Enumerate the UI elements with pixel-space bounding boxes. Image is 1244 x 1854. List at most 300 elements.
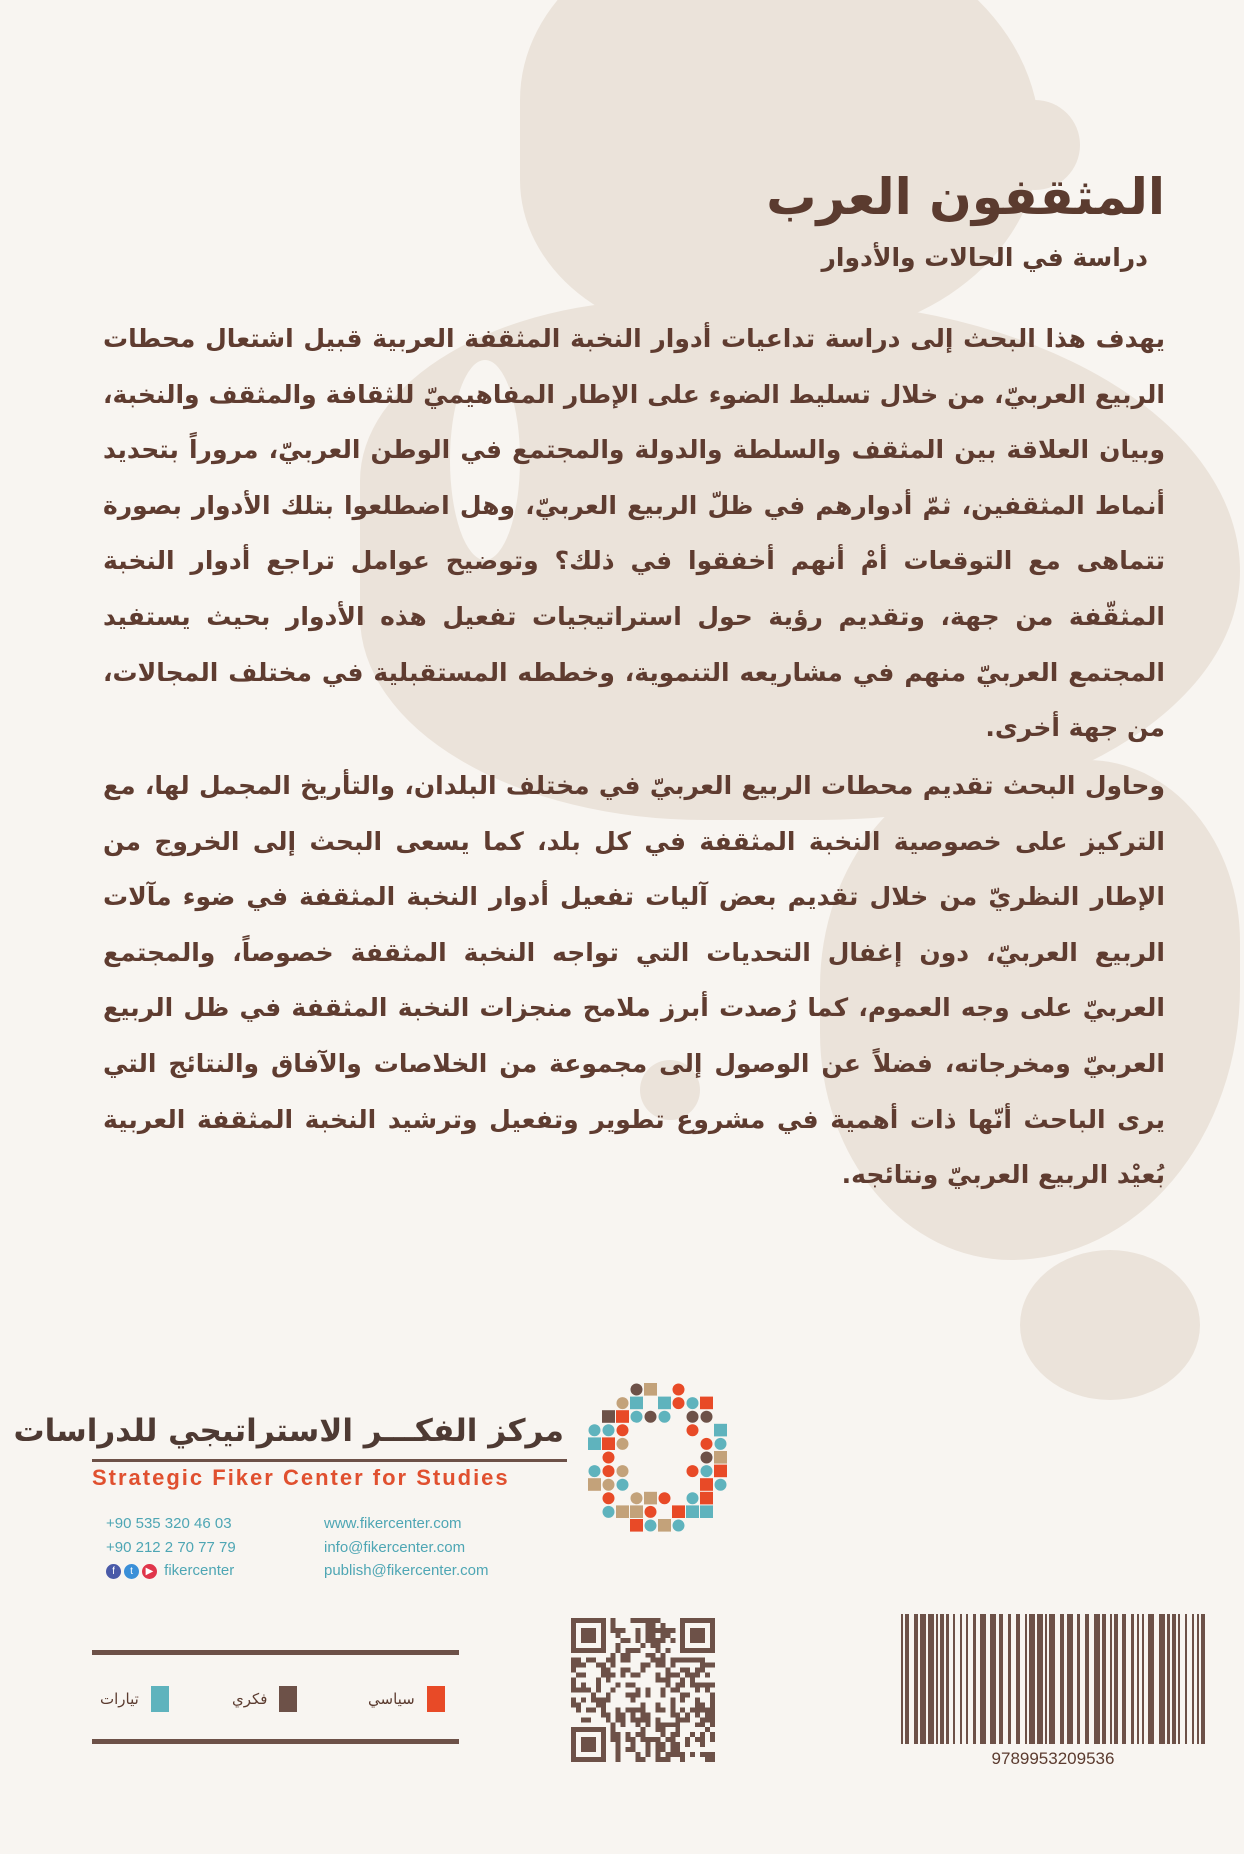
qr-module — [571, 1663, 576, 1668]
qr-module — [645, 1688, 650, 1693]
qr-module — [655, 1673, 660, 1678]
logo-dot — [603, 1506, 615, 1518]
qr-module — [591, 1697, 596, 1702]
logo-tile — [700, 1492, 713, 1505]
qr-module — [650, 1623, 655, 1628]
logo-dot — [715, 1479, 727, 1491]
qr-module — [675, 1688, 680, 1693]
qr-module — [700, 1717, 705, 1722]
qr-module — [621, 1712, 626, 1717]
publisher-name-english: Strategic Fiker Center for Studies — [92, 1465, 510, 1490]
publisher-divider — [92, 1459, 567, 1462]
qr-module — [700, 1742, 705, 1747]
qr-module — [710, 1702, 715, 1707]
qr-module — [581, 1697, 586, 1702]
qr-module — [576, 1707, 581, 1712]
qr-module — [655, 1628, 660, 1633]
qr-module — [695, 1737, 700, 1742]
qr-module — [606, 1717, 611, 1722]
qr-module — [700, 1663, 705, 1668]
qr-module — [616, 1742, 621, 1747]
qr-module — [690, 1732, 695, 1737]
qr-module — [571, 1658, 576, 1663]
qr-module — [636, 1732, 641, 1737]
qr-module — [596, 1663, 601, 1668]
logo-tile — [630, 1397, 643, 1410]
qr-module — [675, 1722, 680, 1727]
logo-dot — [715, 1438, 727, 1450]
qr-module — [695, 1683, 700, 1688]
qr-module — [685, 1742, 690, 1747]
barcode-bar — [914, 1614, 918, 1744]
logo-dot — [645, 1520, 657, 1532]
qr-module — [631, 1683, 636, 1688]
qr-module — [631, 1648, 636, 1653]
qr-module — [601, 1668, 606, 1673]
qr-module — [581, 1663, 586, 1668]
qr-module — [670, 1707, 675, 1712]
qr-module — [665, 1673, 670, 1678]
qr-module — [611, 1618, 616, 1623]
qr-module — [695, 1658, 700, 1663]
qr-module — [660, 1722, 665, 1727]
qr-module — [660, 1757, 665, 1762]
qr-module — [650, 1658, 655, 1663]
qr-module — [636, 1673, 641, 1678]
barcode-bar — [1049, 1614, 1055, 1744]
barcode-bar — [1159, 1614, 1165, 1744]
qr-module — [685, 1668, 690, 1673]
qr-module — [705, 1757, 710, 1762]
logo-dot — [617, 1397, 629, 1409]
qr-module — [601, 1673, 606, 1678]
qr-module — [636, 1628, 641, 1633]
logo-dot — [673, 1384, 685, 1396]
qr-module — [645, 1747, 650, 1752]
qr-module — [596, 1678, 601, 1683]
qr-module — [645, 1623, 650, 1628]
qr-module — [695, 1673, 700, 1678]
logo-dot — [687, 1424, 699, 1436]
qr-module — [690, 1707, 695, 1712]
barcode-bar — [999, 1614, 1003, 1744]
qr-module — [650, 1628, 655, 1633]
qr-module — [611, 1663, 616, 1668]
qr-module — [601, 1707, 606, 1712]
barcode-bar — [928, 1614, 934, 1744]
qr-module — [645, 1638, 650, 1643]
qr-module — [631, 1673, 636, 1678]
qr-module — [705, 1663, 710, 1668]
qr-module — [675, 1727, 680, 1732]
barcode-bar — [960, 1614, 962, 1744]
qr-module — [606, 1697, 611, 1702]
qr-module — [680, 1717, 685, 1722]
qr-module — [616, 1648, 621, 1653]
qr-module — [645, 1742, 650, 1747]
publisher-logo — [588, 1383, 728, 1533]
qr-module — [670, 1752, 675, 1757]
barcode-bar — [1131, 1614, 1134, 1744]
qr-module — [700, 1658, 705, 1663]
qr-module — [695, 1712, 700, 1717]
qr-finder — [581, 1737, 596, 1752]
barcode-bar — [1037, 1614, 1043, 1744]
qr-module — [611, 1653, 616, 1658]
qr-module — [611, 1688, 616, 1693]
logo-dot — [701, 1438, 713, 1450]
qr-module — [626, 1692, 631, 1697]
qr-module — [700, 1702, 705, 1707]
phone-number: +90 535 320 46 03 — [106, 1515, 232, 1532]
qr-module — [616, 1747, 621, 1752]
barcode-bar — [1178, 1614, 1180, 1744]
qr-module — [660, 1653, 665, 1658]
logo-dot — [617, 1479, 629, 1491]
logo-tile — [714, 1465, 727, 1478]
qr-module — [680, 1707, 685, 1712]
blurb-paragraph: وحاول البحث تقديم محطات الربيع العربيّ في مختلف البلدان، والتأريخ المجمل لها، مع التركيز على خصوصية النخبة المثقفة في كل بلد، كما يسعى البحث إلى الخروج من الإطار النظريّ من خلال تقديم بعض آليات تفعيل أدوار النخبة المثقفة في ضوء مآلات الربيع العربيّ، دون إغفال التحديات التي تواجه النخبة المثقفة خصوصاً، والمجتمع العربيّ على وجه العموم، كما رُصدت أبرز ملامح منجزات النخبة المثقفة في ظل الربيع العربيّ ومخرجاته، فضلاً عن الوصول إلى مجموعة من الخلاصات والآفاق والنتائج التي يرى الباحث أنّها ذات أهمية في مشروع تطوير وتفعيل وترشيد النخبة المثقفة العربية بُعيْد الربيع العربيّ ونتائجه. — [103, 771, 1165, 1190]
qr-module — [670, 1638, 675, 1643]
qr-module — [705, 1717, 710, 1722]
qr-module — [660, 1732, 665, 1737]
barcode-bar — [1192, 1614, 1194, 1744]
qr-module — [576, 1702, 581, 1707]
qr-module — [626, 1737, 631, 1742]
legend-bottom-rule — [92, 1739, 459, 1744]
logo-dot — [673, 1397, 685, 1409]
barcode-bar — [953, 1614, 955, 1744]
qr-module — [591, 1658, 596, 1663]
qr-module — [695, 1702, 700, 1707]
qr-module — [650, 1737, 655, 1742]
qr-module — [641, 1732, 646, 1737]
qr-module — [631, 1742, 636, 1747]
qr-module — [641, 1668, 646, 1673]
qr-module — [596, 1697, 601, 1702]
logo-tile — [616, 1505, 629, 1518]
qr-module — [685, 1692, 690, 1697]
qr-module — [690, 1678, 695, 1683]
qr-module — [675, 1673, 680, 1678]
qr-module — [621, 1658, 626, 1663]
blurb-paragraph: يهدف هذا البحث إلى دراسة تداعيات أدوار النخبة المثقفة العربية قبيل اشتعال محطات الربيع العربيّ، من خلال تسليط الضوء على الإطار المفاهيميّ للثقافة والمثقف والنخبة، وبيان العلاقة بين المثقف والسلطة والدولة والمجتمع في الوطن العربيّ، مروراً بتحديد أنماط المثقفين، ثمّ أدوارهم في ظلّ الربيع العربيّ، وهل اضطلعوا بتلك الأدوار بصورة تتماهى مع التوقعات أمْ أنهم أخفقوا في ذلك؟ وتوضيح عوامل تراجع أدوار النخبة المثقّفة من جهة، وتقديم رؤية حول استراتيجيات تفعيل هذه الأدوار بحيث يستفيد المجتمع العربيّ منهم في مشاريعه التنموية، وخططه المستقبلية في مختلف المجالات، من جهة أخرى. — [103, 324, 1165, 743]
qr-module — [710, 1712, 715, 1717]
barcode-bar — [901, 1614, 903, 1744]
qr-module — [670, 1742, 675, 1747]
contact-web — [324, 1512, 488, 1583]
qr-module — [685, 1717, 690, 1722]
qr-module — [710, 1707, 715, 1712]
qr-module — [586, 1717, 591, 1722]
qr-module — [670, 1697, 675, 1702]
qr-module — [705, 1688, 710, 1693]
qr-module — [655, 1707, 660, 1712]
social-links — [106, 1559, 236, 1583]
qr-module — [581, 1673, 586, 1678]
qr-module — [665, 1737, 670, 1742]
qr-module — [636, 1757, 641, 1762]
qr-module — [586, 1658, 591, 1663]
qr-module — [576, 1688, 581, 1693]
qr-module — [710, 1757, 715, 1762]
logo-dot — [603, 1479, 615, 1491]
qr-module — [631, 1697, 636, 1702]
qr-module — [631, 1707, 636, 1712]
qr-module — [670, 1658, 675, 1663]
qr-module — [660, 1742, 665, 1747]
qr-module — [665, 1678, 670, 1683]
qr-module — [616, 1707, 621, 1712]
qr-module — [655, 1648, 660, 1653]
qr-module — [621, 1668, 626, 1673]
logo-dot — [631, 1492, 643, 1504]
publisher-name-arabic: مركز الفكـــر الاستراتيجي للدراسات — [13, 1413, 564, 1449]
qr-module — [606, 1712, 611, 1717]
legend-item-intellectual — [232, 1686, 297, 1712]
qr-module — [670, 1688, 675, 1693]
qr-module — [675, 1717, 680, 1722]
website-link[interactable]: www.fikercenter.com — [324, 1515, 462, 1532]
qr-module — [705, 1752, 710, 1757]
qr-module — [641, 1643, 646, 1648]
qr-module — [690, 1658, 695, 1663]
legend-label: سياسي — [368, 1690, 415, 1708]
qr-module — [675, 1683, 680, 1688]
qr-module — [576, 1658, 581, 1663]
logo-dot — [687, 1411, 699, 1423]
email-link[interactable]: info@fikercenter.com — [324, 1538, 466, 1556]
barcode-bar — [990, 1614, 996, 1744]
barcode-bar — [1077, 1614, 1080, 1744]
email-link[interactable]: publish@fikercenter.com — [324, 1562, 489, 1579]
qr-module — [581, 1717, 586, 1722]
qr-module — [591, 1692, 596, 1697]
qr-module — [655, 1722, 660, 1727]
qr-module — [571, 1702, 576, 1707]
qr-module — [611, 1658, 616, 1663]
qr-module — [660, 1623, 665, 1628]
qr-module — [660, 1638, 665, 1643]
barcode-bar — [1025, 1614, 1027, 1744]
qr-module — [675, 1742, 680, 1747]
logo-dot — [701, 1452, 713, 1464]
qr-module — [631, 1618, 636, 1623]
legend-label: تيارات — [100, 1690, 139, 1708]
social-handle[interactable]: fikercenter — [164, 1562, 235, 1579]
qr-module — [680, 1752, 685, 1757]
qr-module — [655, 1638, 660, 1643]
qr-module — [621, 1628, 626, 1633]
qr-module — [616, 1643, 621, 1648]
logo-dot — [673, 1520, 685, 1532]
legend-item-political — [368, 1686, 445, 1712]
book-subtitle: دراسة في الحالات والأدوار — [821, 243, 1148, 272]
legend-swatch — [279, 1686, 297, 1712]
legend-swatch — [151, 1686, 169, 1712]
qr-module — [705, 1712, 710, 1717]
barcode-bar — [1137, 1614, 1139, 1744]
qr-module — [611, 1628, 616, 1633]
qr-module — [710, 1692, 715, 1697]
qr-module — [616, 1712, 621, 1717]
qr-module — [670, 1628, 675, 1633]
logo-dot — [687, 1397, 699, 1409]
logo-tile — [588, 1437, 601, 1450]
qr-module — [670, 1663, 675, 1668]
qr-code[interactable] — [571, 1614, 715, 1766]
qr-module — [616, 1732, 621, 1737]
qr-module — [710, 1683, 715, 1688]
qr-module — [700, 1683, 705, 1688]
qr-module — [611, 1623, 616, 1628]
qr-module — [655, 1717, 660, 1722]
qr-module — [685, 1658, 690, 1663]
qr-module — [665, 1668, 670, 1673]
youtube-icon[interactable]: ▶ — [142, 1564, 157, 1579]
qr-module — [626, 1707, 631, 1712]
logo-dot — [603, 1452, 615, 1464]
isbn-barcode — [899, 1614, 1207, 1744]
logo-tile — [644, 1492, 657, 1505]
qr-module — [655, 1678, 660, 1683]
qr-module — [616, 1683, 621, 1688]
qr-module — [596, 1688, 601, 1693]
barcode-bar — [1122, 1614, 1126, 1744]
qr-module — [695, 1688, 700, 1693]
qr-module — [626, 1732, 631, 1737]
qr-module — [675, 1732, 680, 1737]
qr-module — [655, 1727, 660, 1732]
qr-module — [655, 1742, 660, 1747]
logo-dot — [701, 1465, 713, 1477]
logo-dot — [645, 1506, 657, 1518]
qr-module — [695, 1707, 700, 1712]
qr-module — [710, 1722, 715, 1727]
qr-module — [650, 1643, 655, 1648]
qr-module — [680, 1658, 685, 1663]
qr-module — [641, 1717, 646, 1722]
qr-module — [636, 1707, 641, 1712]
qr-module — [616, 1737, 621, 1742]
logo-dot — [659, 1492, 671, 1504]
qr-module — [586, 1688, 591, 1693]
qr-module — [700, 1732, 705, 1737]
logo-tile — [686, 1505, 699, 1518]
qr-module — [675, 1658, 680, 1663]
logo-tile — [700, 1505, 713, 1518]
qr-module — [616, 1633, 621, 1638]
qr-module — [655, 1702, 660, 1707]
qr-module — [601, 1697, 606, 1702]
qr-module — [700, 1722, 705, 1727]
qr-module — [650, 1618, 655, 1623]
qr-module — [700, 1752, 705, 1757]
qr-module — [636, 1633, 641, 1638]
logo-tile — [658, 1397, 671, 1410]
qr-finder — [581, 1628, 596, 1643]
qr-module — [680, 1757, 685, 1762]
logo-dot — [631, 1384, 643, 1396]
qr-module — [700, 1668, 705, 1673]
qr-module — [695, 1668, 700, 1673]
qr-module — [675, 1747, 680, 1752]
qr-module — [645, 1663, 650, 1668]
qr-module — [645, 1717, 650, 1722]
qr-module — [685, 1737, 690, 1742]
qr-module — [660, 1633, 665, 1638]
qr-module — [695, 1722, 700, 1727]
logo-dot — [631, 1411, 643, 1423]
qr-module — [650, 1653, 655, 1658]
qr-module — [710, 1737, 715, 1742]
qr-module — [710, 1697, 715, 1702]
logo-dot — [687, 1492, 699, 1504]
qr-module — [660, 1688, 665, 1693]
qr-module — [596, 1702, 601, 1707]
qr-module — [581, 1688, 586, 1693]
twitter-icon[interactable]: t — [124, 1564, 139, 1579]
barcode-bar — [1094, 1614, 1100, 1744]
qr-module — [601, 1712, 606, 1717]
qr-module — [636, 1717, 641, 1722]
qr-module — [645, 1722, 650, 1727]
qr-module — [675, 1712, 680, 1717]
barcode-bar — [1197, 1614, 1199, 1744]
qr-module — [680, 1678, 685, 1683]
qr-module — [670, 1747, 675, 1752]
qr-module — [645, 1628, 650, 1633]
qr-module — [695, 1697, 700, 1702]
qr-module — [596, 1683, 601, 1688]
isbn-number: 9789953209536 — [991, 1749, 1115, 1768]
logo-tile — [672, 1505, 685, 1518]
facebook-icon[interactable]: f — [106, 1564, 121, 1579]
qr-module — [626, 1683, 631, 1688]
barcode-bar — [940, 1614, 944, 1744]
qr-module — [645, 1737, 650, 1742]
qr-module — [581, 1683, 586, 1688]
barcode-bar — [1045, 1614, 1047, 1744]
qr-module — [606, 1673, 611, 1678]
qr-module — [641, 1618, 646, 1623]
logo-dot — [687, 1465, 699, 1477]
qr-module — [655, 1658, 660, 1663]
qr-module — [670, 1702, 675, 1707]
qr-module — [690, 1683, 695, 1688]
qr-module — [660, 1747, 665, 1752]
qr-module — [660, 1663, 665, 1668]
legend-label: فكري — [232, 1690, 268, 1708]
legend-swatch — [427, 1686, 445, 1712]
qr-module — [645, 1712, 650, 1717]
qr-module — [645, 1653, 650, 1658]
qr-module — [660, 1707, 665, 1712]
qr-module — [645, 1752, 650, 1757]
qr-module — [621, 1653, 626, 1658]
barcode-bar — [946, 1614, 949, 1744]
qr-module — [611, 1722, 616, 1727]
barcode-bar — [1029, 1614, 1035, 1744]
qr-module — [660, 1628, 665, 1633]
qr-module — [631, 1712, 636, 1717]
qr-module — [616, 1717, 621, 1722]
phone-number: +90 212 2 70 77 79 — [106, 1538, 236, 1556]
qr-module — [670, 1673, 675, 1678]
qr-module — [621, 1717, 626, 1722]
qr-module — [705, 1673, 710, 1678]
qr-module — [680, 1683, 685, 1688]
